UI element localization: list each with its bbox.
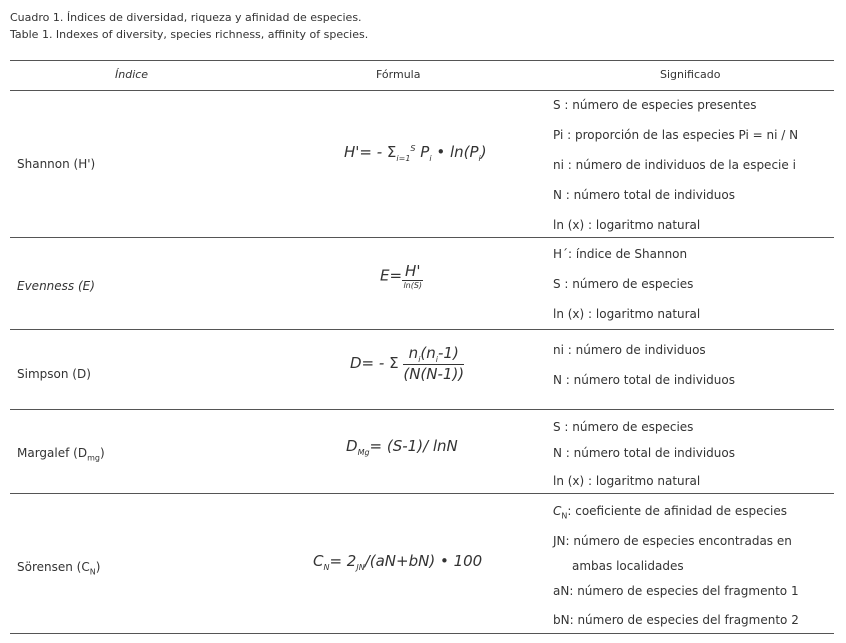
bottom-rule — [10, 633, 834, 634]
column-header-index: Índice — [115, 68, 149, 81]
meaning-shannon-4: N : número total de individuos — [553, 188, 735, 202]
meaning-simpson-1: ni : número de individuos — [553, 343, 706, 357]
meaning-margalef-2: N : número total de individuos — [553, 446, 735, 460]
meaning-sorensen-1: $C_N$: coeficiente de afinidad de especies — [553, 504, 788, 521]
formula-simpson: D= - Σ $\frac{n_i(n_i-1)}{(N(N-1))}$ — [350, 344, 465, 383]
meaning-sorensen-4: aN: número de especies del fragmento 1 — [553, 584, 799, 598]
row-name-margalef: Margalef $(D_{mg})$ — [17, 446, 105, 463]
row-rule-4 — [10, 493, 834, 494]
meaning-evenness-3: ln (x) : logaritmo natural — [553, 307, 701, 321]
meaning-simpson-2: N : número total de individuos — [553, 373, 735, 387]
column-header-meaning: Significado — [660, 68, 721, 81]
formula-shannon: $H'= - \Sigma_{i=1}^S$ $P_i$ • $\ln(P_i)$ — [344, 143, 487, 163]
top-rule — [10, 60, 834, 61]
caption-english: Table 1. Indexes of diversity, species richness, affinity of species. — [10, 28, 369, 41]
meaning-shannon-5: ln (x) : logaritmo natural — [553, 218, 701, 232]
row-name-shannon: Shannon (H') — [17, 157, 96, 171]
row-name-simpson: Simpson (D) — [17, 367, 91, 381]
row-name-sorensen: Sörensen $(C_N)$ — [17, 560, 101, 577]
row-rule-1 — [10, 237, 834, 238]
row-rule-2 — [10, 329, 834, 330]
meaning-shannon-1: S : número de especies presentes — [553, 98, 757, 112]
formula-evenness: E= $\frac{H'}{\ln(S)}$ — [380, 262, 423, 290]
meaning-evenness-1: H´: índice de Shannon — [553, 247, 688, 261]
formula-sorensen: $C_N= 2_{JN}/(aN+bN)$ • 100 — [313, 552, 483, 572]
row-rule-3 — [10, 409, 834, 410]
caption-spanish: Cuadro 1. Índices de diversidad, riqueza y afinidad de especies. — [10, 11, 362, 24]
meaning-sorensen-5: bN: número de especies del fragmento 2 — [553, 613, 799, 627]
meaning-margalef-1: S : número de especies — [553, 420, 694, 434]
meaning-shannon-2: Pi : proporción de las especies Pi = ni / N — [553, 128, 799, 142]
meaning-shannon-3: ni : número de individuos de la especie i — [553, 158, 796, 172]
meaning-evenness-2: S : número de especies — [553, 277, 694, 291]
meaning-sorensen-3: ambas localidades — [572, 559, 684, 573]
meaning-sorensen-2: JN: número de especies encontradas en — [553, 534, 792, 548]
column-header-formula: Fórmula — [376, 68, 421, 81]
row-name-evenness: Evenness (E) — [17, 279, 95, 293]
meaning-margalef-3: ln (x) : logaritmo natural — [553, 474, 701, 488]
header-rule — [10, 90, 834, 91]
formula-margalef: $D_{Mg}= (S-1)/$ lnN — [346, 437, 458, 457]
